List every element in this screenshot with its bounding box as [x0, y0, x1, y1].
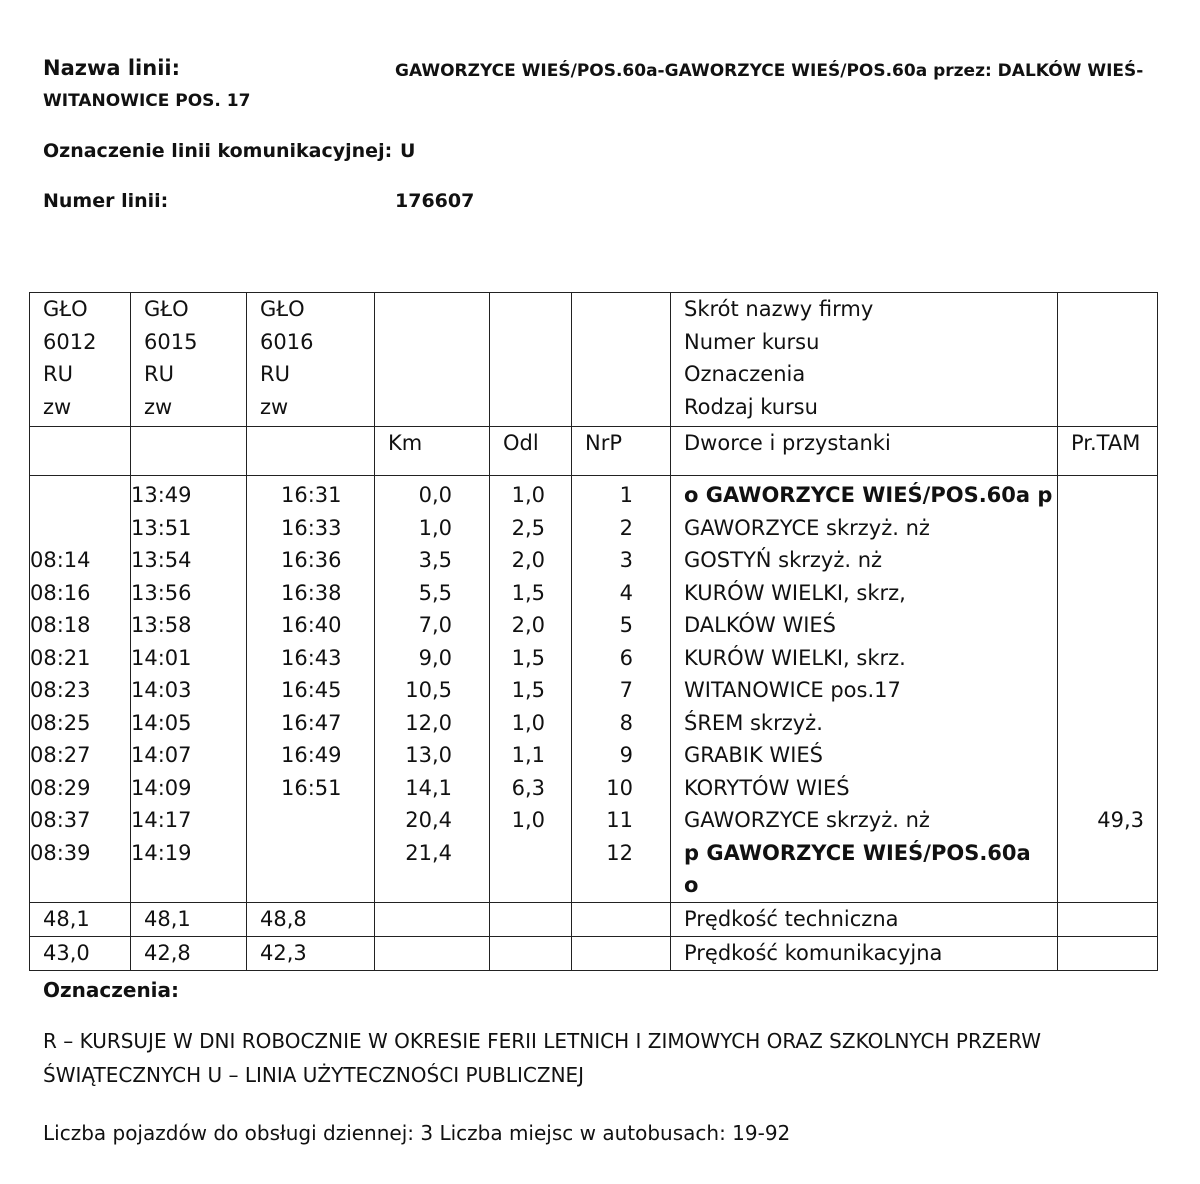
tech-speed-row: 48,1 48,1 48,8 Prędkość techniczna [30, 902, 1158, 936]
line-number-label: Numer linii: [43, 190, 169, 212]
stops-body [30, 476, 1158, 903]
legend-line-1: R – KURSUJE W DNI ROBOCZNIE W OKRESIE FERII LETNICH I ZIMOWYCH ORAZ SZKOLNYCH PRZERW [43, 1029, 1042, 1053]
stop-name-continuation: o [684, 873, 699, 897]
course-header: GŁO 6012 RU zw [30, 293, 131, 427]
stop-name: DALKÓW WIEŚ [684, 613, 837, 637]
nrp-values: 1 2 3 4 5 6 7 8 9 10 11 12 [572, 476, 671, 903]
vehicles-info: Liczba pojazdów do obsługi dziennej: 3 Liczba miejsc w autobusach: 19-92 [43, 1121, 791, 1145]
stop-name: KURÓW WIELKI, skrz, [684, 580, 906, 605]
course-2-times: 13:49 13:51 13:54 13:56 13:58 14:01 14:03 14:05 14:07 14:09 14:17 14:19 [131, 476, 247, 903]
legend-line-2: ŚWIĄTECZNYCH U – LINIA UŻYTECZNOŚCI PUBLICZNEJ [43, 1063, 585, 1087]
column-header-row [30, 427, 1158, 476]
course-3-times: 16:31 16:33 16:36 16:38 16:40 16:43 16:45 16:47 16:49 16:51 [247, 476, 375, 903]
km-values: 0,0 1,0 3,5 5,5 7,0 9,0 10,5 12,0 13,0 14,1 20,4 21,4 [375, 476, 490, 903]
course-header: GŁO 6015 RU zw [131, 293, 247, 427]
prtam-header: Pr.TAM [1058, 427, 1158, 476]
stops-header: Dworce i przystanki [671, 427, 1058, 476]
stop-name: KORYTÓW WIEŚ [684, 775, 850, 800]
stop-name: GAWORZYCE skrzyż. nż [684, 515, 930, 540]
stop-name: p GAWORZYCE WIEŚ/POS.60a [684, 840, 1031, 865]
course-header: GŁO 6016 RU zw [247, 293, 375, 427]
comm-speed-label: Prędkość komunikacyjna [671, 936, 1058, 970]
prtam-values: 49,3 [1058, 476, 1158, 903]
legend-title: Oznaczenia: [43, 978, 180, 1002]
info-labels: Skrót nazwy firmy Numer kursu Oznaczenia Rodzaj kursu [671, 293, 1058, 427]
comm-speed-row: 43,0 42,8 42,3 Prędkość komunikacyjna [30, 936, 1158, 970]
stop-name: GOSTYŃ skrzyż. nż [684, 548, 883, 572]
course-info-row [30, 293, 1158, 427]
stop-names [671, 476, 1058, 903]
line-number-value: 176607 [395, 190, 475, 212]
stop-name: o GAWORZYCE WIEŚ/POS.60a p [684, 483, 1053, 507]
stop-name: GRABIK WIEŚ [684, 743, 823, 767]
stop-name: WITANOWICE pos.17 [684, 678, 901, 702]
line-name-label: Nazwa linii: [43, 56, 180, 80]
km-header: Km [375, 427, 490, 476]
designation-label: Oznaczenie linii komunikacyjnej: [43, 140, 393, 162]
stop-name: KURÓW WIELKI, skrz. [684, 645, 906, 670]
odl-values: 1,0 2,5 2,0 1,5 2,0 1,5 1,5 1,0 1,1 6,3 1,0 [490, 476, 572, 903]
timetable [29, 292, 1158, 971]
designation-value: U [400, 140, 416, 162]
course-1-times: 08:14 08:16 08:18 08:21 08:23 08:25 08:27 08:29 08:37 08:39 [30, 476, 131, 903]
odl-header: Odl [490, 427, 572, 476]
tech-speed-label: Prędkość techniczna [671, 902, 1058, 936]
line-name-value: GAWORZYCE WIEŚ/POS.60a-GAWORZYCE WIEŚ/POS.60a przez: DALKÓW WIEŚ- [395, 61, 1144, 81]
line-name-continuation: WITANOWICE POS. 17 [43, 91, 251, 111]
nrp-header: NrP [572, 427, 671, 476]
stop-name: ŚREM skrzyż. [684, 710, 823, 735]
stop-name: GAWORZYCE skrzyż. nż [684, 808, 930, 832]
